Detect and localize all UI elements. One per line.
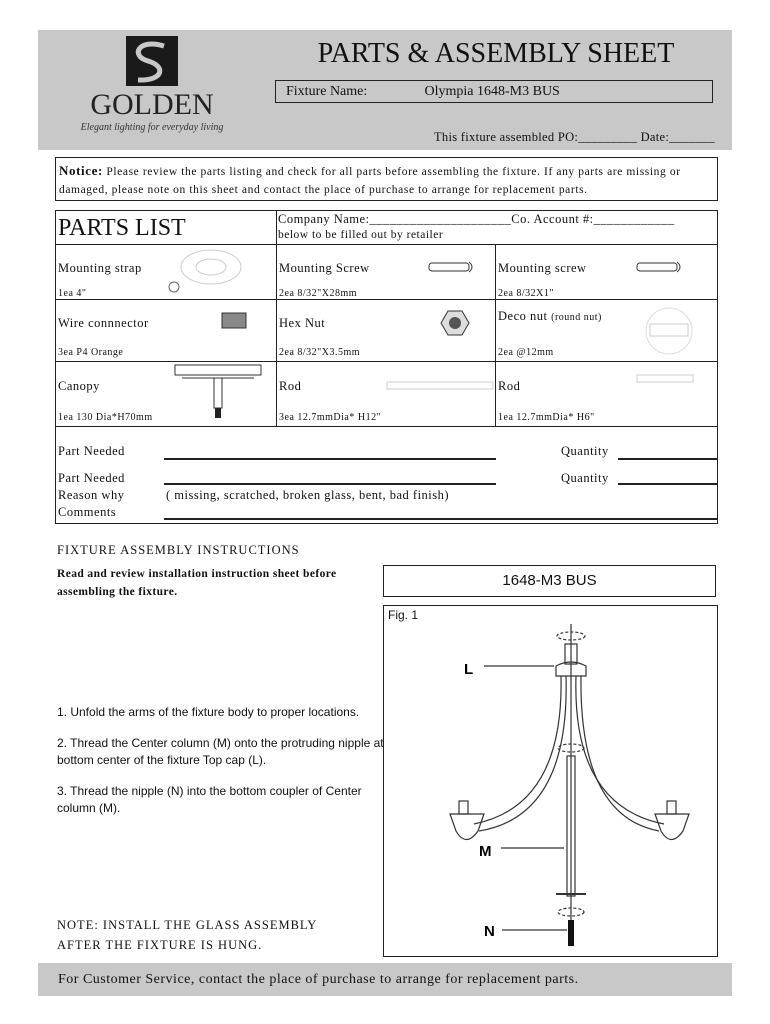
part-name: Rod: [498, 379, 521, 393]
fixture-value: Olympia 1648-M3 BUS: [424, 84, 560, 99]
part-name: Mounting screw: [498, 261, 587, 275]
assembly-steps: [57, 704, 387, 831]
model-box: 1648-M3 BUS: [383, 565, 716, 597]
footer-band: For Customer Service, contact the place of purchase to arrange for replacement parts.: [38, 963, 732, 996]
part-name: Rod: [279, 379, 302, 393]
glass-note: NOTE: INSTALL THE GLASS ASSEMBLY AFTER THE FIXTURE IS HUNG.: [57, 918, 317, 952]
company-line: Company Name:_____________________Co. Account #:____________: [278, 212, 675, 226]
canopy-icon: [174, 364, 264, 424]
page-title: PARTS & ASSEMBLY SHEET: [317, 38, 675, 69]
instructions-intro: Read and review installation instruction sheet before assembling the fixture.: [57, 568, 337, 598]
part-spec: 1ea 12.7mmDia* H6": [498, 412, 595, 423]
figure-label: Fig. 1: [388, 608, 419, 622]
wire-connector-icon: [221, 311, 249, 331]
fixture-name-box: [275, 80, 713, 103]
comments-field[interactable]: [164, 518, 718, 520]
fixture-label: Fixture Name:: [286, 84, 368, 99]
fixture-diagram: [384, 606, 717, 956]
figure-1: [383, 605, 718, 957]
part-spec: 2ea 8/32"X3.5mm: [279, 347, 361, 358]
part-spec: 3ea 12.7mmDia* H12": [279, 412, 382, 423]
retailer-note: below to be filled out by retailer: [278, 229, 444, 241]
label-n: N: [484, 923, 495, 940]
rod-icon: [386, 381, 496, 391]
part-name-note: (round nut): [551, 312, 602, 323]
step: 1. Unfold the arms of the fixture body to proper locations.: [57, 705, 360, 719]
quantity-field[interactable]: [618, 458, 718, 460]
notice-text: Please review the parts listing and check for all parts before assembling the fixture. If any parts are missing or damaged, please note on this sheet and contact the place of purchase to arrange for replacement parts.: [59, 166, 681, 196]
rod-icon: [636, 374, 696, 384]
part-spec: 2ea 8/32"X28mm: [279, 288, 358, 299]
screw-icon: [636, 261, 686, 273]
part-name: Canopy: [58, 379, 100, 393]
logo-mark-icon: [68, 36, 238, 146]
quantity-label: Quantity: [561, 471, 609, 485]
instructions-heading: FIXTURE ASSEMBLY INSTRUCTIONS: [57, 543, 300, 557]
quantity-label: Quantity: [561, 444, 609, 458]
step: 2. Thread the Center column (M) onto the protruding nipple at bottom center of the fixture Top cap (L).: [57, 736, 384, 767]
label-l: L: [464, 661, 474, 678]
part-spec: 1ea 130 Dia*H70mm: [58, 412, 153, 423]
po-date-line: This fixture assembled PO:_________ Date:_______: [433, 130, 715, 144]
part-spec: 2ea 8/32X1": [498, 288, 554, 299]
part-needed-field[interactable]: [164, 458, 496, 460]
part-spec: 2ea @12mm: [498, 347, 554, 358]
parts-list-title: PARTS LIST: [58, 215, 186, 241]
part-needed-label: Part Needed: [58, 471, 125, 485]
parts-list-table: [55, 210, 718, 524]
part-needed-label: Part Needed: [58, 444, 125, 458]
part-spec: 3ea P4 Orange: [58, 347, 124, 358]
svg-text:Elegant lighting for everyday: Elegant lighting for everyday living: [80, 122, 224, 133]
screw-icon: [428, 261, 478, 273]
part-needed-field[interactable]: [164, 483, 496, 485]
step: 3. Thread the nipple (N) into the bottom coupler of Center column (M).: [57, 784, 362, 815]
part-name: Hex Nut: [279, 316, 326, 330]
quantity-field[interactable]: [618, 483, 718, 485]
reason-label: Reason why: [58, 488, 125, 502]
mounting-strap-icon: [156, 247, 256, 297]
part-spec: 1ea 4": [58, 288, 87, 299]
deco-nut-icon: [644, 306, 694, 356]
part-name: Wire connnector: [58, 316, 149, 330]
reason-options: ( missing, scratched, broken glass, bent, bad finish): [166, 488, 450, 502]
notice-box: [55, 157, 718, 201]
hex-nut-icon: [440, 309, 470, 337]
part-name: Mounting Screw: [279, 261, 370, 275]
label-m: M: [479, 843, 492, 860]
notice-label: Notice:: [59, 163, 103, 178]
svg-text:GOLDEN: GOLDEN: [90, 88, 214, 121]
comments-label: Comments: [58, 505, 117, 519]
part-name: Mounting strap: [58, 261, 142, 275]
part-name: Deco nut (round nut): [498, 309, 602, 323]
golden-logo: [68, 36, 238, 146]
